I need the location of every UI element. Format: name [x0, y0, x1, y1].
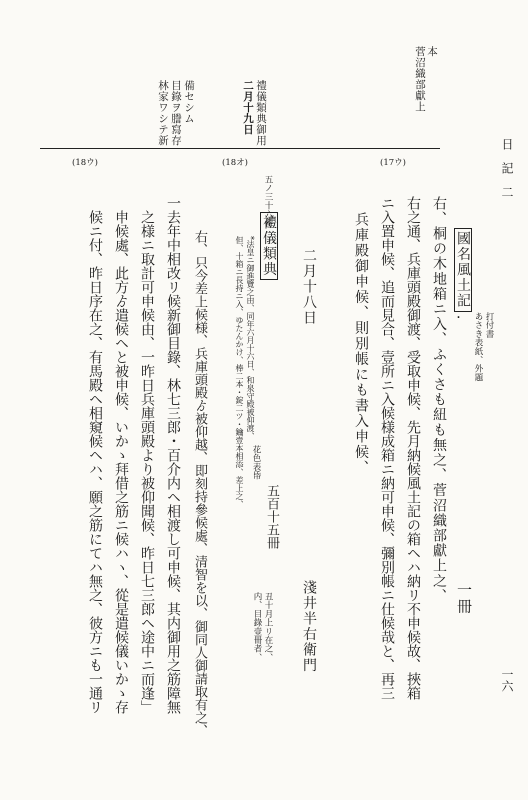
margin-note-17-line2: 本 — [426, 46, 438, 57]
text-column-02: 右、桐の木地箱ニ入、ふくさも紐も無之、菅沼織部獻上之、 — [431, 196, 447, 604]
margin-note-18u-line1: 林家ワシテ新 — [157, 80, 169, 146]
text-column-13: 候ニ付、昨日序在之、有馬殿ヘ相窺候ヘハ、願之筋にてハ無之、彼方ニも一通リ — [87, 210, 103, 714]
text-column-12: 申候處、此方ゟ遣候ヘと被申候、いかゝ拜借之筋ニ候ハヽ、從是遣候儀いかゝ存 — [113, 210, 129, 714]
text-column-04: ニ入置申候、追而見合、壹所ニ入候様成箱ニ納可申候、彌別帳ニ仕候哉と、再三 — [379, 196, 395, 700]
page-number: 一六 — [500, 668, 514, 692]
cover-note-line2: 打付書 — [484, 312, 494, 339]
signer-name: 淺井半右衛門 — [301, 580, 317, 673]
index-note-line2: 丑十月上リ在之、 — [263, 592, 273, 662]
entry-date: 二月十八日 — [301, 248, 317, 326]
margin-note-18u-line3: 備セシム — [183, 80, 195, 124]
header-rule — [40, 148, 440, 149]
text-column-10: 一去年中相改リ候新御目錄、林七三郎・百介内ヘ相渡し可申候、其内御用之筋障無 — [165, 196, 181, 714]
margin-note-18u-line2: 目錄ヲ謄寫存 — [170, 80, 182, 146]
book-title-reigi-ruiten: 禮儀類典 — [260, 212, 278, 280]
cover-note-line1: あさき表紙、外題 — [473, 312, 483, 382]
margin-note-18o-line1: 二月十九日 — [242, 80, 254, 135]
title-mark-dot: ・ — [451, 312, 462, 322]
folio-marker-18o: (18オ) — [222, 158, 248, 168]
text-column-09: 右、只今差上候様、兵庫頭殿ゟ被仰越、即刻持參候處、清智を以、御同人御請取有之、 — [192, 230, 207, 737]
text-column-11: 之様ニ取計可申候由、一昨日兵庫頭殿より被仰聞候、昨日七三郎ヘ途中ニ而逢」 — [139, 210, 155, 714]
volume-count-one: 一冊 — [455, 582, 473, 615]
packing-note-line2: *法皇ニ御進覽之由、同年六月十六日、和泉守殿被仰渡、 — [246, 236, 255, 440]
cover-color-note: 花色表帋 — [251, 445, 261, 480]
margin-note-17-line1: 菅沼織部獻上 — [414, 46, 426, 112]
packing-note-line1: 但、十箱ニ長持ニ入、ゆたんかけ、棒二本・錠二ツ・鑰壹本相添、差上之、 — [235, 236, 244, 508]
folio-marker-18u: (18ウ) — [72, 158, 98, 168]
running-head: 日 記 二 — [500, 138, 514, 198]
margin-note-18o-line2: 禮儀類典御用 — [255, 80, 267, 146]
text-column-05: 兵庫殿御申候、則別帳にも書入申候、 — [353, 212, 369, 476]
folio-marker-17u: (17ウ) — [380, 158, 406, 168]
book-title-kokumei-fudoki: 國名風土記 — [454, 228, 472, 312]
text-column-03: 右之通、兵庫頭殿御渡、受取申候、先月納候風土記の箱ヘハ納リ不申候故、挾箱 — [405, 196, 421, 700]
volume-count-515: 五百十五冊 — [264, 484, 279, 549]
shelf-number: 五ノ三十六番 — [263, 175, 273, 228]
index-note-line1: 内、目錄壹冊者、 — [252, 592, 262, 662]
